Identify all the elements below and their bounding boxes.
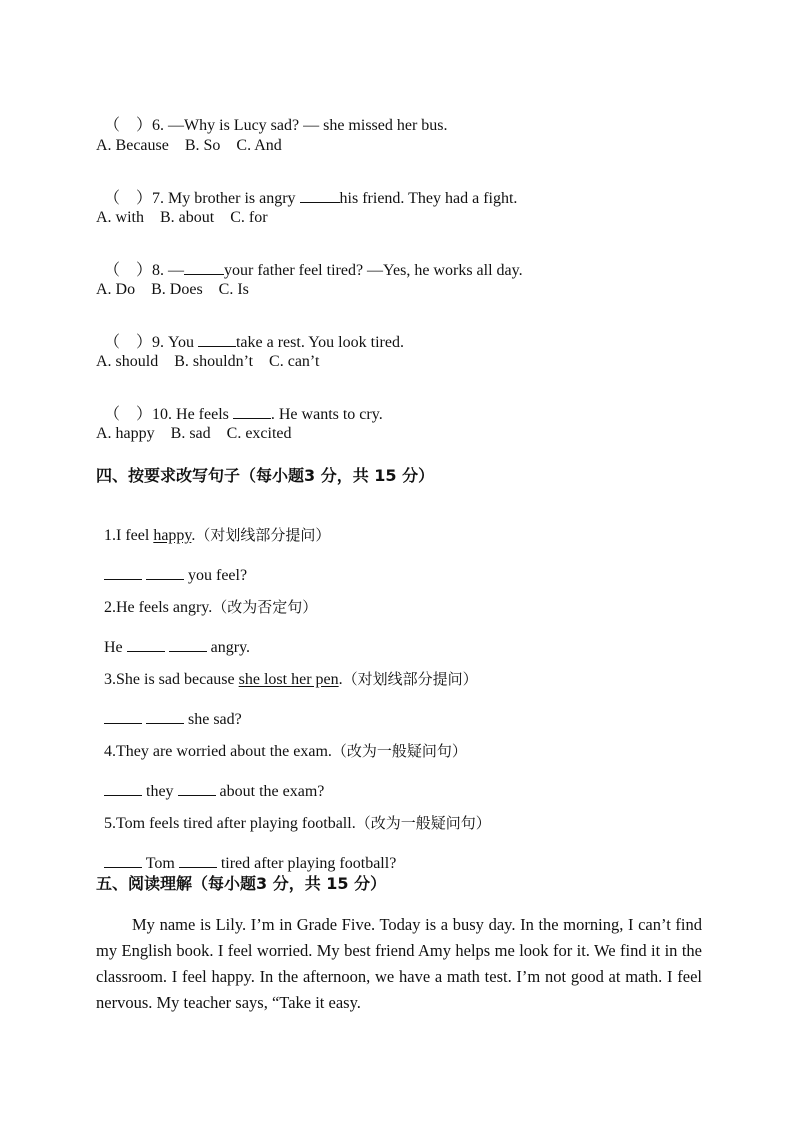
blank-line [198, 332, 236, 347]
instruction: （对划线部分提问） [195, 526, 331, 544]
rewrite-4 [96, 721, 467, 762]
blank-line [300, 188, 340, 203]
question-8-options: A. Do B. Does C. Is [96, 281, 249, 298]
question-text: your father feel tired? —Yes, he works all day. [224, 262, 523, 279]
question-6-options: A. Because B. So C. And [96, 137, 282, 154]
instruction: （改为一般疑问句） [331, 742, 467, 760]
question-text: 6. —Why is Lucy sad? — she missed her bus. [152, 117, 448, 134]
rewrite-text: 4.They are worried about the exam. [104, 743, 332, 760]
question-7-options: A. with B. about C. for [96, 209, 268, 226]
answer-text: He [104, 639, 127, 656]
blank-line [233, 404, 271, 419]
answer-paren: （ ） [104, 117, 153, 134]
question-8 [96, 240, 523, 281]
question-10 [96, 384, 383, 425]
question-text: 10. He feels [152, 406, 233, 423]
question-text: his friend. They had a fight. [339, 190, 518, 207]
rewrite-1 [96, 505, 330, 546]
reading-passage: My name is Lily. I’m in Grade Five. Today is a busy day. In the morning, I can’t find my English book. I feel worried. My best friend Amy helps me look for it. We find it in the classroom. I feel happy. In the afternoon, we have a math test. I’m not good at math. I feel nervous. My teacher says, “Take it easy. [96, 915, 702, 1012]
question-text: . He wants to cry. [270, 406, 383, 423]
rewrite-3 [96, 649, 478, 690]
answer-paren: （ ） [104, 406, 153, 423]
answer-text: about the exam? [215, 783, 325, 800]
answer-text: you feel? [184, 567, 248, 584]
rewrite-text: 5.Tom feels tired after playing football. [104, 815, 356, 832]
blank-line [184, 260, 224, 275]
instruction: （改为一般疑问句） [355, 814, 491, 832]
section-5-title: 五、阅读理解（每小题3 分，共 15 分） [96, 874, 387, 893]
rewrite-text: . [191, 527, 196, 544]
answer-paren: （ ） [104, 334, 153, 351]
question-9 [96, 312, 404, 353]
question-text: take a rest. You look tired. [235, 334, 404, 351]
rewrite-5 [96, 793, 491, 834]
rewrite-text: . [338, 671, 343, 688]
question-text: 8. — [152, 262, 185, 279]
section-4-title: 四、按要求改写句子（每小题3 分，共 15 分） [96, 466, 435, 485]
instruction: （对划线部分提问） [342, 670, 478, 688]
instruction: （改为否定句） [212, 598, 318, 616]
rewrite-text: 3.She is sad because [104, 671, 239, 688]
underlined-word: happy [153, 527, 192, 544]
rewrite-2 [96, 577, 317, 618]
answer-text: angry. [206, 639, 251, 656]
rewrite-5-answer [96, 833, 396, 874]
rewrite-text: 2.He feels angry. [104, 599, 213, 616]
question-text: 7. My brother is angry [152, 190, 300, 207]
rewrite-text: 1.I feel [104, 527, 154, 544]
answer-text: she sad? [184, 711, 242, 728]
answer-text: Tom [142, 855, 179, 872]
blank-line [179, 853, 217, 868]
answer-text: they [142, 783, 178, 800]
question-text: 9. You [152, 334, 198, 351]
underlined-phrase: she lost her pen [238, 671, 339, 688]
question-6 [96, 96, 448, 136]
question-10-options: A. happy B. sad C. excited [96, 425, 292, 442]
question-7 [96, 168, 517, 209]
blank-line [104, 853, 142, 868]
answer-paren: （ ） [104, 190, 153, 207]
question-9-options: A. should B. shouldn’t C. can’t [96, 353, 320, 370]
answer-text: tired after playing football? [216, 855, 397, 872]
answer-paren: （ ） [104, 262, 153, 279]
